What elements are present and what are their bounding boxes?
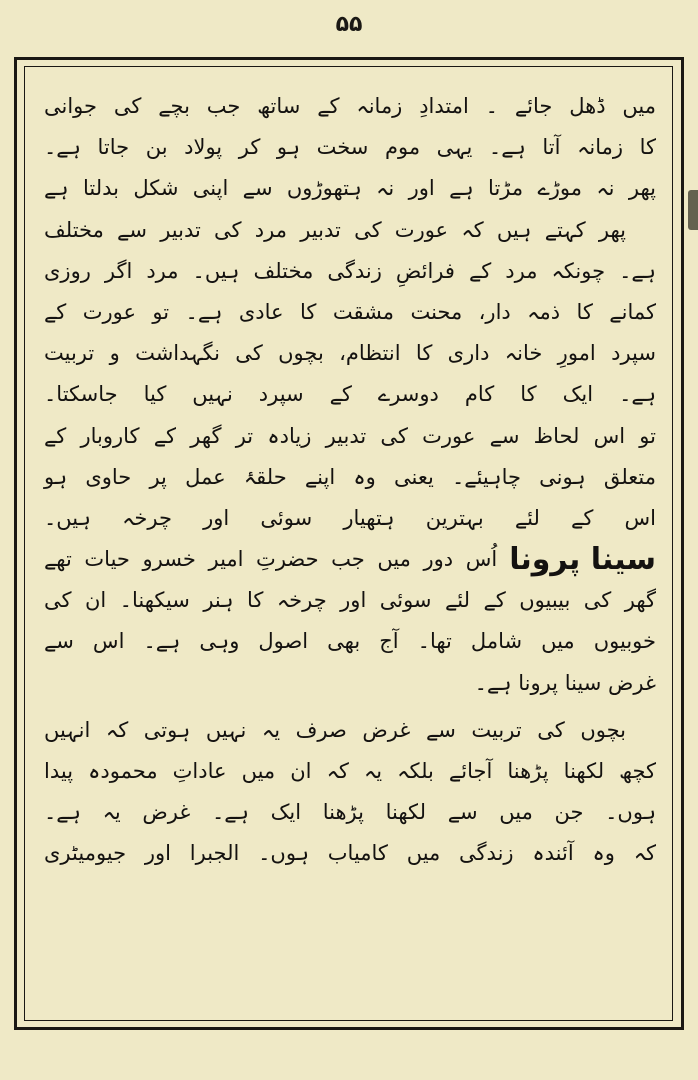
text-line: بچوں کی تربیت سے غرض صرف یہ نہیں ہوتی کہ انہیں bbox=[44, 717, 626, 742]
page-number: ۵۵ bbox=[335, 12, 363, 37]
text-line: کچھ لکھنا پڑھنا آجائے بلکہ یہ کہ ان میں عاداتِ محمودہ پیدا bbox=[44, 759, 656, 783]
text-line: کمانے کا ذمہ دار، محنت مشقت کا عادی ہے۔ تو عورت کے bbox=[44, 299, 656, 324]
text-line: اُس دور میں جب حضرتِ امیر خسرو حیات تھے bbox=[44, 547, 498, 572]
text-line: ہے۔ چونکہ مرد کے فرائضِ زندگی مختلف ہیں۔ مرد اگر روزی bbox=[44, 258, 656, 283]
text-line: کہ وہ آئندہ زندگی میں کامیاب ہوں۔ الجبرا اور جیومیٹری bbox=[44, 841, 656, 866]
heading-line bbox=[40, 539, 660, 580]
text-line: ہے۔ ایک کا کام دوسرے کے سپرد نہیں کیا جاسکتا۔ bbox=[44, 382, 656, 407]
text-line: اس کے لئے بہترین ہتھیار سوئی اور چرخہ ہیں۔ bbox=[44, 505, 656, 530]
section-heading: سینا پرونا bbox=[509, 542, 656, 578]
text-line: سپرد امورِ خانہ داری کا انتظام، بچوں کی نگہداشت و تربیت bbox=[44, 341, 656, 366]
text-line: خوبیوں میں شامل تھا۔ آج بھی اصول وہی ہے۔ اس سے bbox=[44, 629, 656, 654]
text-line: غرض سینا پرونا ہے۔ bbox=[474, 670, 656, 695]
text-line: گھر کی بیبیوں کے لئے سوئی اور چرخہ کا ہنر سیکھنا۔ ان کی bbox=[44, 588, 656, 613]
text-line: پھر نہ موڑے مڑتا ہے اور نہ ہتھوڑوں سے اپنی شکل بدلتا ہے bbox=[44, 176, 656, 201]
page-text bbox=[40, 86, 660, 875]
text-line: کا زمانہ آتا ہے۔ یہی موم سخت ہو کر پولاد بن جاتا ہے۔ bbox=[44, 135, 656, 160]
text-line: ہوں۔ جن میں سے لکھنا پڑھنا ایک ہے۔ غرض یہ ہے۔ bbox=[44, 800, 656, 825]
text-line: پھر کہتے ہیں کہ عورت کی تدبیر مرد کی تدبیر سے مختلف bbox=[44, 217, 626, 242]
text-line: میں ڈھل جائے ۔ امتدادِ زمانہ کے ساتھ جب بچے کی جوانی bbox=[44, 94, 656, 118]
edge-mark bbox=[688, 190, 698, 230]
text-line: متعلق ہونی چاہیئے۔ یعنی وہ اپنے حلقۂ عمل پر حاوی ہو bbox=[44, 464, 656, 489]
text-line: تو اس لحاظ سے عورت کی تدبیر زیادہ تر گھر کے کاروبار کے bbox=[44, 423, 656, 448]
